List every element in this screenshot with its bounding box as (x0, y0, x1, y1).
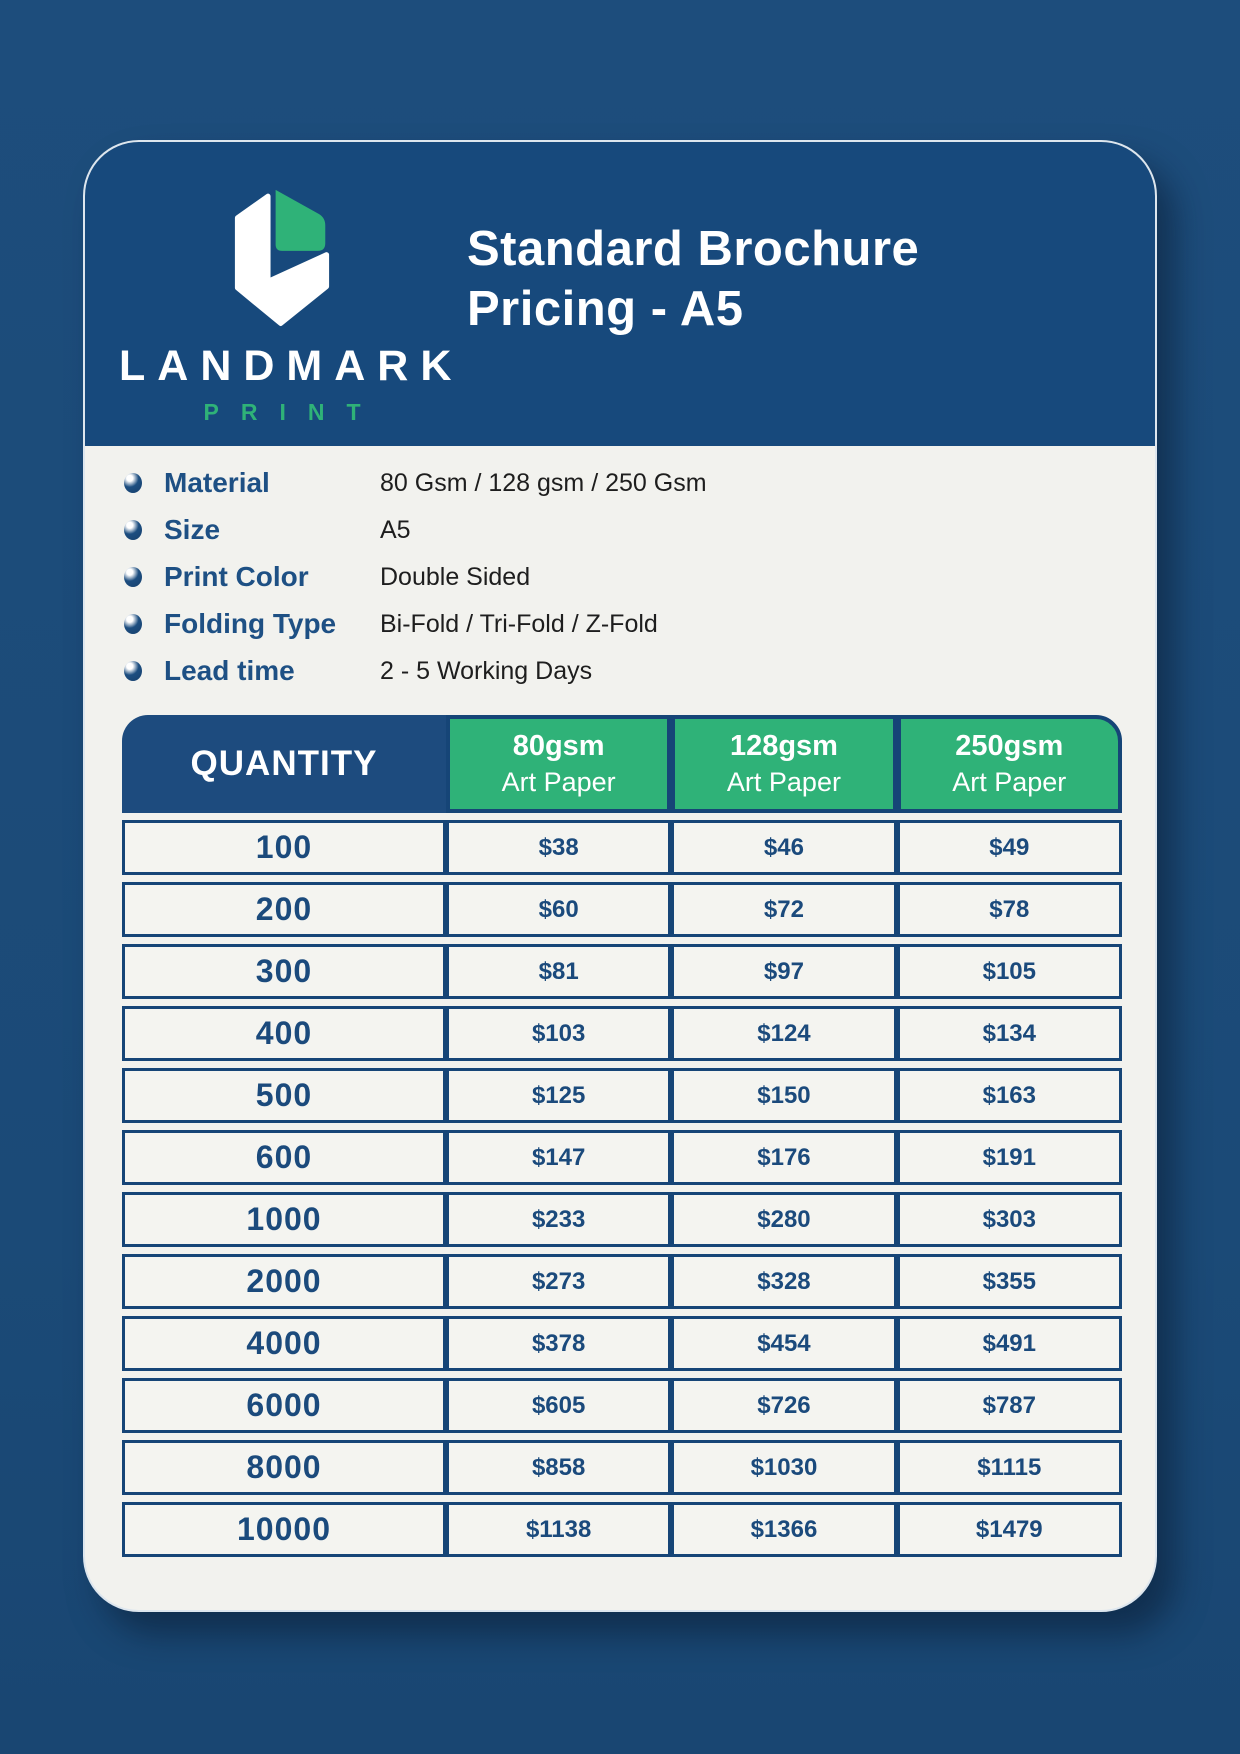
price-cell: $125 (446, 1068, 671, 1123)
quantity-cell: 200 (122, 882, 446, 937)
price-cell: $134 (897, 1006, 1122, 1061)
price-cell: $60 (446, 882, 671, 937)
quantity-cell: 4000 (122, 1316, 446, 1371)
quantity-cell: 100 (122, 820, 446, 875)
quantity-cell: 2000 (122, 1254, 446, 1309)
quantity-cell: 600 (122, 1130, 446, 1185)
price-cell: $124 (671, 1006, 896, 1061)
spec-value: 2 - 5 Working Days (380, 656, 593, 685)
spec-value: A5 (380, 515, 411, 544)
spec-label: Print Color (164, 561, 309, 592)
spec-row-material (122, 464, 1122, 502)
price-cell: $163 (897, 1068, 1122, 1123)
page-title (467, 220, 919, 340)
column-weight: 80gsm (512, 729, 605, 762)
price-cell: $1030 (671, 1440, 896, 1495)
bullet-icon (124, 661, 142, 681)
column-weight: 128gsm (729, 729, 838, 762)
spec-label: Material (164, 467, 270, 498)
price-cell: $1479 (897, 1502, 1122, 1557)
price-cell: $858 (446, 1440, 671, 1495)
specs-list (122, 464, 1122, 699)
quantity-cell: 500 (122, 1068, 446, 1123)
price-cell: $103 (446, 1006, 671, 1061)
card-header (85, 142, 1155, 446)
price-cell: $491 (897, 1316, 1122, 1371)
bullet-icon (124, 614, 142, 634)
price-cell: $38 (446, 820, 671, 875)
quantity-column-header: QUANTITY (122, 715, 446, 813)
spec-label: Size (164, 514, 221, 545)
spec-row-print-color (122, 558, 1122, 596)
quantity-cell: 1000 (122, 1192, 446, 1247)
brand-name: LANDMARK (119, 342, 464, 390)
spec-label: Folding Type (164, 608, 337, 639)
price-cell: $81 (446, 944, 671, 999)
brand-subtitle: PRINT (203, 399, 383, 425)
spec-value: 80 Gsm / 128 gsm / 250 Gsm (380, 468, 707, 497)
price-cell: $105 (897, 944, 1122, 999)
price-cell: $49 (897, 820, 1122, 875)
spec-row-folding-type (122, 605, 1122, 643)
paper-column-header (897, 715, 1122, 813)
price-cell: $273 (446, 1254, 671, 1309)
pricing-card (83, 140, 1157, 1612)
pricing-table (122, 715, 1122, 1557)
spec-value: Bi-Fold / Tri-Fold / Z-Fold (380, 609, 658, 638)
quantity-cell: 8000 (122, 1440, 446, 1495)
title-line-1: Standard Brochure (467, 222, 920, 276)
price-cell: $150 (671, 1068, 896, 1123)
quantity-cell: 6000 (122, 1378, 446, 1433)
spec-value: Double Sided (380, 562, 531, 591)
price-cell: $328 (671, 1254, 896, 1309)
price-cell: $726 (671, 1378, 896, 1433)
column-material: Art Paper (726, 767, 841, 798)
bullet-icon (124, 520, 142, 540)
price-cell: $72 (671, 882, 896, 937)
column-weight: 250gsm (955, 729, 1064, 762)
price-cell: $280 (671, 1192, 896, 1247)
paper-column-header (671, 715, 896, 813)
paper-column-header (446, 715, 671, 813)
price-cell: $1138 (446, 1502, 671, 1557)
price-cell: $355 (897, 1254, 1122, 1309)
quantity-cell: 10000 (122, 1502, 446, 1557)
quantity-cell: 400 (122, 1006, 446, 1061)
price-cell: $97 (671, 944, 896, 999)
price-cell: $605 (446, 1378, 671, 1433)
column-material: Art Paper (501, 767, 616, 798)
brand-logo-block (107, 178, 464, 426)
price-cell: $1366 (671, 1502, 896, 1557)
landmark-logo-icon (212, 178, 352, 334)
price-cell: $176 (671, 1130, 896, 1185)
price-cell: $378 (446, 1316, 671, 1371)
price-cell: $303 (897, 1192, 1122, 1247)
column-material: Art Paper (952, 767, 1067, 798)
quantity-cell: 300 (122, 944, 446, 999)
spec-row-size (122, 511, 1122, 549)
bullet-icon (124, 567, 142, 587)
price-cell: $78 (897, 882, 1122, 937)
bullet-icon (124, 473, 142, 493)
price-cell: $787 (897, 1378, 1122, 1433)
price-cell: $191 (897, 1130, 1122, 1185)
price-cell: $1115 (897, 1440, 1122, 1495)
title-line-2: Pricing - A5 (467, 281, 744, 336)
spec-row-lead-time (122, 652, 1122, 690)
spec-label: Lead time (164, 655, 295, 686)
price-cell: $233 (446, 1192, 671, 1247)
price-cell: $46 (671, 820, 896, 875)
price-cell: $454 (671, 1316, 896, 1371)
logo-green-shape (276, 190, 326, 251)
price-cell: $147 (446, 1130, 671, 1185)
